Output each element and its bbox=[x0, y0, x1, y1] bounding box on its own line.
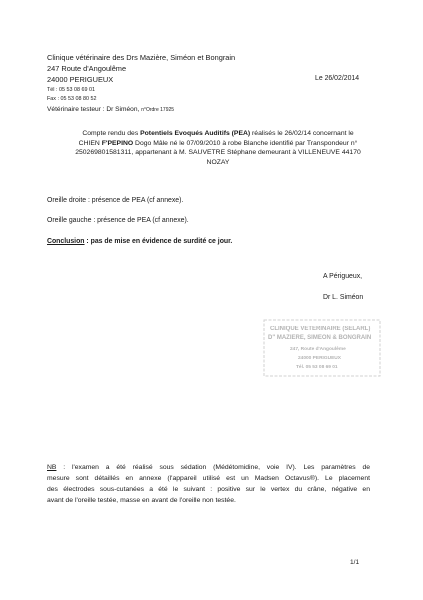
vet-label: Vétérinaire testeur : Dr Siméon, bbox=[47, 106, 142, 113]
note-line-2: mesure sont détaillés en annexe (l'appareil utilisé est un Madsen Octavus®). Le placement bbox=[47, 475, 370, 482]
vet-order-number: n°Ordre 17925 bbox=[141, 107, 175, 113]
clinic-name: Clinique vétérinaire des Drs Mazière, Siméon et Bongrain bbox=[47, 53, 236, 62]
conclusion-label: Conclusion bbox=[47, 238, 85, 245]
animal-name: F'PEPINO bbox=[101, 139, 134, 147]
report-text: CHIEN bbox=[78, 139, 102, 147]
conclusion-text: : pas de mise en évidence de surdité ce jour. bbox=[84, 238, 233, 245]
stamp-line-1: CLINIQUE VETERINAIRE (SELARL) bbox=[270, 326, 371, 332]
report-header bbox=[30, 129, 406, 168]
nb-note bbox=[47, 462, 370, 506]
clinic-vet bbox=[47, 106, 174, 113]
clinic-fax: Fax : 05 53 08 80 52 bbox=[47, 96, 97, 102]
note-text: : l'examen a été réalisé sous sédation (Médétomidine, voie IV). Les paramètres de bbox=[56, 464, 370, 471]
stamp-line-2: D" MAZIERE, SIMEON & BONGRAIN bbox=[268, 335, 372, 341]
report-line-2 bbox=[30, 139, 406, 149]
stamp-line-3: 247, Route d'Angoulême bbox=[290, 347, 346, 352]
nb-label: NB bbox=[47, 464, 57, 471]
note-line-4: avant de l'oreille testée, masse en avant de l'oreille non testée. bbox=[47, 497, 236, 504]
note-line-3: des électrodes sous-cutanées a été le suivant : positive sur le vertex du crâne, négative en bbox=[47, 486, 370, 493]
clinic-tel: Tél : 05 53 08 69 01 bbox=[47, 87, 95, 93]
report-line-1 bbox=[30, 129, 406, 139]
result-right-ear: Oreille droite : présence de PEA (cf annexe). bbox=[47, 197, 184, 204]
clinic-stamp bbox=[262, 318, 382, 378]
report-test-name: Potentiels Evoqués Auditifs (PEA) bbox=[140, 130, 251, 137]
signature-name: Dr L. Siméon bbox=[323, 294, 364, 301]
report-text: Dogo Mâle né le 07/09/2010 à robe Blanche identifié par Transpondeur n° bbox=[133, 139, 358, 147]
result-left-ear: Oreille gauche : présence de PEA (cf annexe). bbox=[47, 217, 189, 224]
clinic-street: 247 Route d'Angoulême bbox=[47, 64, 127, 73]
conclusion bbox=[47, 238, 232, 245]
report-text: réalisés le 26/02/14 concernant le bbox=[250, 130, 354, 137]
report-text: Compte rendu des bbox=[82, 130, 141, 137]
stamp-line-5: Tél. 05 53 08 69 01 bbox=[296, 365, 338, 370]
report-line-3: 250269801581311, appartenant à M. SAUVETRE Stéphane demeurant à VILLENEUVE 44170 bbox=[75, 149, 361, 157]
document-date: Le 26/02/2014 bbox=[315, 75, 360, 82]
stamp-line-4: 24000 PERIGUEUX bbox=[298, 356, 341, 361]
signature-city: A Périgueux, bbox=[323, 273, 363, 280]
report-line-4: NOZAY bbox=[206, 159, 230, 167]
note-line-1 bbox=[47, 462, 370, 473]
page-number: 1/1 bbox=[350, 559, 360, 566]
clinic-city: 24000 PERIGUEUX bbox=[47, 75, 114, 84]
